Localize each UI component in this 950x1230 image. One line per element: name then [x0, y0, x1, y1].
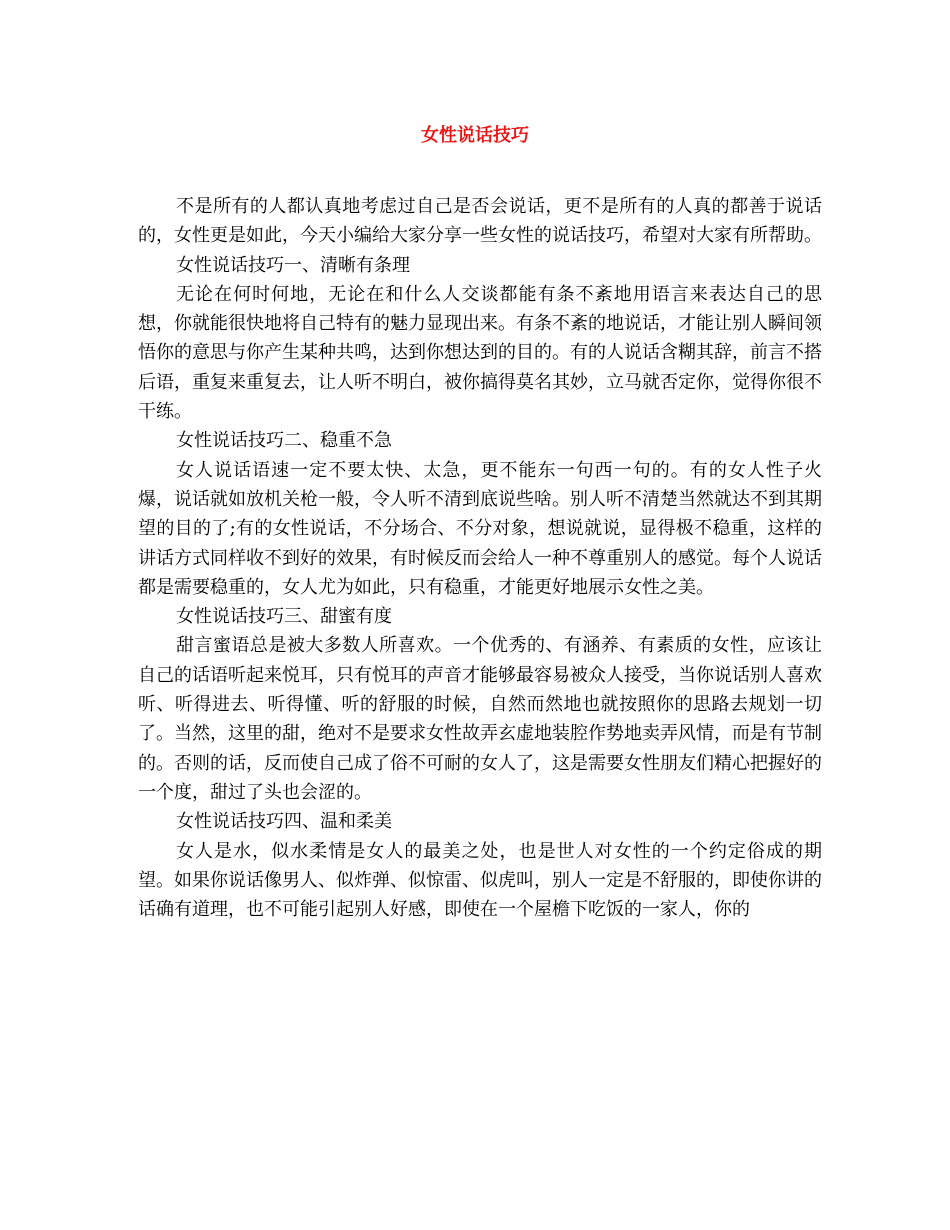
section-paragraph-4: 女人是水，似水柔情是女人的最美之处，也是世人对女性的一个约定俗成的期望。如果你说话像男人、似炸弹、似惊雷、似虎叫，别人一定是不舒服的，即使你讲的话确有道理，也不可能引起别人好感，即使在一个屋檐下吃饭的一家人，你的	[138, 840, 822, 921]
document-title: 女性说话技巧	[421, 125, 529, 146]
section-heading-4: 女性说话技巧四、温和柔美	[176, 811, 392, 833]
intro-paragraph: 不是所有的人都认真地考虑过自己是否会说话，更不是所有的人真的都善于说话的，女性更是如此，今天小编给大家分享一些女性的说话技巧，希望对大家有所帮助。	[138, 196, 822, 247]
section-heading-3: 女性说话技巧三、甜蜜有度	[176, 606, 392, 628]
section-heading-1: 女性说话技巧一、清晰有条理	[176, 254, 410, 276]
section-paragraph-3: 甜言蜜语总是被大多数人所喜欢。一个优秀的、有涵养、有素质的女性，应该让自己的话语听起来悦耳，只有悦耳的声音才能够最容易被众人接受，当你说话别人喜欢听、听得进去、听得懂、听的舒服的时候，自然而然地也就按照你的思路去规划一切了。当然，这里的甜，绝对不是要求女性故弄玄虚地装腔作势地卖弄风情，而是有节制的。否则的话，反而使自己成了俗不可耐的女人了，这是需要女性朋友们精心把握好的一个度，甜过了头也会涩的。	[138, 635, 822, 803]
section-paragraph-2: 女人说话语速一定不要太快、太急，更不能东一句西一句的。有的女人性子火爆，说话就如放机关枪一般，令人听不清到底说些啥。别人听不清楚当然就达不到其期望的目的了;有的女性说话，不分场合、不分对象，想说就说，显得极不稳重，这样的讲话方式同样收不到好的效果，有时候反而会给人一种不尊重别人的感觉。每个人说话都是需要稳重的，女人尤为如此，只有稳重，才能更好地展示女性之美。	[138, 459, 822, 598]
section-heading-2: 女性说话技巧二、稳重不急	[176, 430, 392, 452]
document-body	[138, 192, 822, 924]
section-paragraph-1: 无论在何时何地，无论在和什么人交谈都能有条不紊地用语言来表达自己的思想，你就能很快地将自己特有的魅力显现出来。有条不紊的地说话，才能让别人瞬间领悟你的意思与你产生某种共鸣，达到你想达到的目的。有的人说话含糊其辞，前言不搭后语，重复来重复去，让人听不明白，被你搞得莫名其妙，立马就否定你，觉得你很不干练。	[138, 283, 822, 423]
